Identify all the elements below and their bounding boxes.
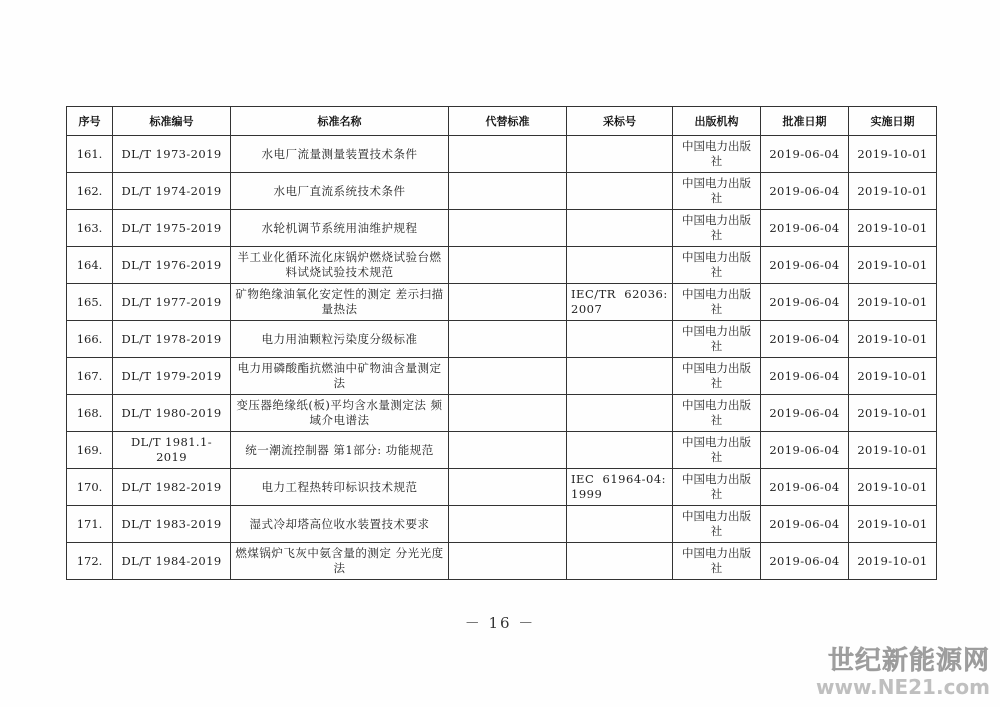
cell-seq: 171. — [67, 506, 113, 543]
cell-approve-date: 2019-06-04 — [761, 284, 849, 321]
cell-seq: 169. — [67, 432, 113, 469]
cell-seq: 168. — [67, 395, 113, 432]
cell-seq: 165. — [67, 284, 113, 321]
cell-publisher: 中国电力出版社 — [673, 136, 761, 173]
header-name: 标准名称 — [231, 107, 449, 136]
cell-name: 电力工程热转印标识技术规范 — [231, 469, 449, 506]
cell-code: DL/T 1976-2019 — [113, 247, 231, 284]
cell-publisher: 中国电力出版社 — [673, 469, 761, 506]
cell-code: DL/T 1984-2019 — [113, 543, 231, 580]
cell-publisher: 中国电力出版社 — [673, 543, 761, 580]
cell-replaces — [449, 432, 567, 469]
cell-replaces — [449, 358, 567, 395]
cell-effective-date: 2019-10-01 — [849, 432, 937, 469]
cell-publisher: 中国电力出版社 — [673, 506, 761, 543]
cell-publisher: 中国电力出版社 — [673, 432, 761, 469]
cell-publisher: 中国电力出版社 — [673, 395, 761, 432]
table-row — [67, 210, 937, 247]
cell-name: 电力用油颗粒污染度分级标准 — [231, 321, 449, 358]
table-row — [67, 469, 937, 506]
table-row — [67, 284, 937, 321]
cell-adopt — [567, 543, 673, 580]
cell-name: 矿物绝缘油氧化安定性的测定 差示扫描量热法 — [231, 284, 449, 321]
cell-code: DL/T 1979-2019 — [113, 358, 231, 395]
cell-effective-date: 2019-10-01 — [849, 210, 937, 247]
cell-publisher: 中国电力出版社 — [673, 358, 761, 395]
cell-adopt — [567, 173, 673, 210]
cell-name: 水轮机调节系统用油维护规程 — [231, 210, 449, 247]
cell-effective-date: 2019-10-01 — [849, 358, 937, 395]
cell-name: 电力用磷酸酯抗燃油中矿物油含量测定法 — [231, 358, 449, 395]
cell-name: 统一潮流控制器 第1部分: 功能规范 — [231, 432, 449, 469]
cell-adopt — [567, 506, 673, 543]
cell-replaces — [449, 543, 567, 580]
table-row — [67, 136, 937, 173]
cell-effective-date: 2019-10-01 — [849, 136, 937, 173]
header-adopt: 采标号 — [567, 107, 673, 136]
table-row — [67, 358, 937, 395]
cell-name: 湿式冷却塔高位收水装置技术要求 — [231, 506, 449, 543]
cell-adopt: IEC 61964-04: 1999 — [567, 469, 673, 506]
cell-approve-date: 2019-06-04 — [761, 432, 849, 469]
cell-adopt — [567, 395, 673, 432]
header-code: 标准编号 — [113, 107, 231, 136]
cell-effective-date: 2019-10-01 — [849, 469, 937, 506]
cell-effective-date: 2019-10-01 — [849, 284, 937, 321]
cell-publisher: 中国电力出版社 — [673, 247, 761, 284]
cell-replaces — [449, 247, 567, 284]
cell-code: DL/T 1983-2019 — [113, 506, 231, 543]
cell-code: DL/T 1974-2019 — [113, 173, 231, 210]
cell-seq: 167. — [67, 358, 113, 395]
cell-replaces — [449, 173, 567, 210]
cell-publisher: 中国电力出版社 — [673, 321, 761, 358]
cell-code: DL/T 1973-2019 — [113, 136, 231, 173]
cell-seq: 170. — [67, 469, 113, 506]
table-row — [67, 321, 937, 358]
cell-approve-date: 2019-06-04 — [761, 247, 849, 284]
watermark-site-name: 世纪新能源网 — [827, 646, 990, 676]
cell-replaces — [449, 284, 567, 321]
cell-adopt — [567, 321, 673, 358]
cell-seq: 163. — [67, 210, 113, 247]
header-replaces: 代替标准 — [449, 107, 567, 136]
cell-effective-date: 2019-10-01 — [849, 395, 937, 432]
cell-effective-date: 2019-10-01 — [849, 506, 937, 543]
cell-approve-date: 2019-06-04 — [761, 173, 849, 210]
cell-replaces — [449, 469, 567, 506]
cell-seq: 164. — [67, 247, 113, 284]
cell-adopt — [567, 358, 673, 395]
cell-replaces — [449, 136, 567, 173]
cell-approve-date: 2019-06-04 — [761, 506, 849, 543]
cell-code: DL/T 1981.1-2019 — [113, 432, 231, 469]
cell-seq: 172. — [67, 543, 113, 580]
cell-approve-date: 2019-06-04 — [761, 358, 849, 395]
cell-code: DL/T 1982-2019 — [113, 469, 231, 506]
table-row — [67, 173, 937, 210]
cell-adopt — [567, 210, 673, 247]
page-number: － 16 － — [464, 614, 536, 632]
cell-approve-date: 2019-06-04 — [761, 469, 849, 506]
cell-publisher: 中国电力出版社 — [673, 284, 761, 321]
cell-name: 水电厂直流系统技术条件 — [231, 173, 449, 210]
cell-adopt — [567, 247, 673, 284]
table-row — [67, 432, 937, 469]
standards-table — [66, 106, 937, 580]
cell-adopt — [567, 136, 673, 173]
header-approve-date: 批准日期 — [761, 107, 849, 136]
table-row — [67, 543, 937, 580]
cell-code: DL/T 1977-2019 — [113, 284, 231, 321]
cell-code: DL/T 1975-2019 — [113, 210, 231, 247]
cell-replaces — [449, 395, 567, 432]
cell-code: DL/T 1980-2019 — [113, 395, 231, 432]
cell-approve-date: 2019-06-04 — [761, 321, 849, 358]
cell-approve-date: 2019-06-04 — [761, 210, 849, 247]
watermark-url: www.NE21.com — [815, 675, 990, 699]
cell-effective-date: 2019-10-01 — [849, 247, 937, 284]
cell-seq: 166. — [67, 321, 113, 358]
cell-effective-date: 2019-10-01 — [849, 173, 937, 210]
header-effective-date: 实施日期 — [849, 107, 937, 136]
header-seq: 序号 — [67, 107, 113, 136]
table-header-row — [67, 107, 937, 136]
cell-name: 水电厂流量测量装置技术条件 — [231, 136, 449, 173]
cell-adopt: IEC/TR 62036: 2007 — [567, 284, 673, 321]
cell-approve-date: 2019-06-04 — [761, 543, 849, 580]
cell-effective-date: 2019-10-01 — [849, 321, 937, 358]
cell-replaces — [449, 321, 567, 358]
cell-replaces — [449, 506, 567, 543]
cell-effective-date: 2019-10-01 — [849, 543, 937, 580]
table-row — [67, 395, 937, 432]
cell-publisher: 中国电力出版社 — [673, 173, 761, 210]
site-watermark — [816, 640, 990, 699]
cell-approve-date: 2019-06-04 — [761, 136, 849, 173]
cell-name: 燃煤锅炉飞灰中氨含量的测定 分光光度法 — [231, 543, 449, 580]
cell-name: 半工业化循环流化床锅炉燃烧试验台燃料试烧试验技术规范 — [231, 247, 449, 284]
cell-replaces — [449, 210, 567, 247]
table-row — [67, 247, 937, 284]
cell-publisher: 中国电力出版社 — [673, 210, 761, 247]
cell-seq: 161. — [67, 136, 113, 173]
cell-seq: 162. — [67, 173, 113, 210]
cell-name: 变压器绝缘纸(板)平均含水量测定法 频域介电谱法 — [231, 395, 449, 432]
cell-code: DL/T 1978-2019 — [113, 321, 231, 358]
header-publisher: 出版机构 — [673, 107, 761, 136]
cell-adopt — [567, 432, 673, 469]
cell-approve-date: 2019-06-04 — [761, 395, 849, 432]
table-row — [67, 506, 937, 543]
